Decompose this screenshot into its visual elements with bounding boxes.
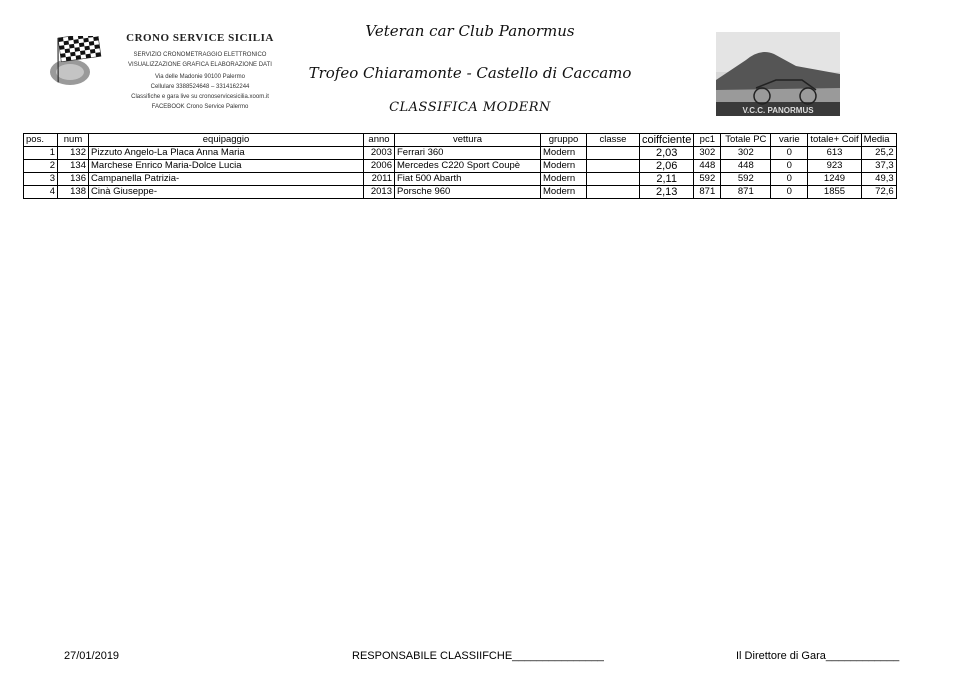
cell-varie: 0 — [771, 186, 808, 199]
cell-totale-coif: 613 — [808, 147, 861, 160]
cell-totale-pc: 302 — [721, 147, 771, 160]
footer-responsible: RESPONSABILE CLASSIIFCHE_______________ — [352, 650, 604, 662]
footer-date: 27/01/2019 — [64, 650, 120, 662]
cell-equipaggio: Cinà Giuseppe- — [89, 186, 364, 199]
cell-classe — [587, 173, 640, 186]
col-header-vettura: vettura — [395, 134, 541, 147]
checkered-flag-icon — [44, 36, 102, 88]
cell-pc1: 302 — [694, 147, 721, 160]
footer-director: Il Direttore di Gara____________ — [736, 650, 900, 662]
cell-coefficiente: 2,03 — [640, 147, 694, 160]
cell-coefficiente: 2,13 — [640, 186, 694, 199]
company-line: Via delle Madonie 90100 Palermo — [155, 74, 245, 80]
col-header-anno: anno — [364, 134, 395, 147]
cell-pos: 4 — [24, 186, 58, 199]
cell-gruppo: Modern — [541, 186, 587, 199]
cell-anno: 2006 — [364, 160, 395, 173]
col-header-coefficiente: coiffciente — [640, 134, 694, 147]
cell-pos: 1 — [24, 147, 58, 160]
table-row — [24, 173, 897, 186]
cell-pc1: 871 — [694, 186, 721, 199]
cell-media: 72,6 — [861, 186, 896, 199]
col-header-classe: classe — [587, 134, 640, 147]
cell-anno: 2013 — [364, 186, 395, 199]
cell-totale-pc: 871 — [721, 186, 771, 199]
col-header-equipaggio: equipaggio — [89, 134, 364, 147]
cell-pos: 2 — [24, 160, 58, 173]
col-header-totale-pc: Totale PC — [721, 134, 771, 147]
cell-coefficiente: 2,11 — [640, 173, 694, 186]
cell-totale-coif: 1249 — [808, 173, 861, 186]
cell-totale-coif: 1855 — [808, 186, 861, 199]
cell-equipaggio: Pizzuto Angelo-La Placa Anna Maria — [89, 147, 364, 160]
cell-media: 25,2 — [861, 147, 896, 160]
cell-vettura: Porsche 960 — [395, 186, 541, 199]
cell-pc1: 448 — [694, 160, 721, 173]
cell-pos: 3 — [24, 173, 58, 186]
event-title: Trofeo Chiaramonte - Castello di Caccamo — [308, 64, 632, 82]
cell-media: 49,3 — [861, 173, 896, 186]
cell-num: 136 — [58, 173, 89, 186]
cell-varie: 0 — [771, 160, 808, 173]
cell-num: 132 — [58, 147, 89, 160]
cell-vettura: Ferrari 360 — [395, 147, 541, 160]
cell-classe — [587, 160, 640, 173]
cell-gruppo: Modern — [541, 173, 587, 186]
col-header-media: Media — [861, 134, 896, 147]
cell-pc1: 592 — [694, 173, 721, 186]
cell-classe — [587, 186, 640, 199]
cell-gruppo: Modern — [541, 160, 587, 173]
company-line: Classifiche e gara live su cronoservicesicilia.xoom.it — [131, 94, 269, 100]
col-header-totale-coif: totale+ Coif — [808, 134, 861, 147]
table-row — [24, 147, 897, 160]
company-line: SERVIZIO CRONOMETRAGGIO ELETTRONICO — [133, 52, 267, 58]
company-line: FACEBOOK Crono Service Palermo — [151, 104, 249, 110]
col-header-pc1: pc1 — [694, 134, 721, 147]
cell-num: 138 — [58, 186, 89, 199]
company-line: VISUALIZZAZIONE GRAFICA ELABORAZIONE DATI — [128, 62, 272, 68]
cell-media: 37,3 — [861, 160, 896, 173]
classification-title: CLASSIFICA MODERN — [389, 100, 551, 115]
club-logo-text: V.C.C. PANORMUS — [742, 106, 814, 115]
cell-num: 134 — [58, 160, 89, 173]
cell-vettura: Fiat 500 Abarth — [395, 173, 541, 186]
cell-equipaggio: Campanella Patrizia- — [89, 173, 364, 186]
company-line: Cellulare 3388524648 – 3314162244 — [150, 84, 250, 90]
cell-varie: 0 — [771, 147, 808, 160]
table-row — [24, 160, 897, 173]
cell-gruppo: Modern — [541, 147, 587, 160]
cell-varie: 0 — [771, 173, 808, 186]
cell-coefficiente: 2,06 — [640, 160, 694, 173]
cell-vettura: Mercedes C220 Sport Coupè — [395, 160, 541, 173]
col-header-pos: pos. — [24, 134, 58, 147]
crono-service-logo-block — [40, 30, 290, 120]
cell-anno: 2011 — [364, 173, 395, 186]
cell-classe — [587, 147, 640, 160]
col-header-num: num — [58, 134, 89, 147]
table-row — [24, 186, 897, 199]
club-title: Veteran car Club Panormus — [365, 22, 575, 40]
cell-totale-pc: 448 — [721, 160, 771, 173]
table-header-row — [24, 134, 897, 147]
cell-totale-pc: 592 — [721, 173, 771, 186]
cell-totale-coif: 923 — [808, 160, 861, 173]
cell-equipaggio: Marchese Enrico Maria-Dolce Lucia — [89, 160, 364, 173]
col-header-gruppo: gruppo — [541, 134, 587, 147]
company-info — [100, 30, 300, 112]
col-header-varie: varie — [771, 134, 808, 147]
company-name: CRONO SERVICE SICILIA — [126, 32, 274, 44]
club-logo-image — [716, 32, 840, 116]
cell-anno: 2003 — [364, 147, 395, 160]
results-table — [23, 133, 897, 199]
